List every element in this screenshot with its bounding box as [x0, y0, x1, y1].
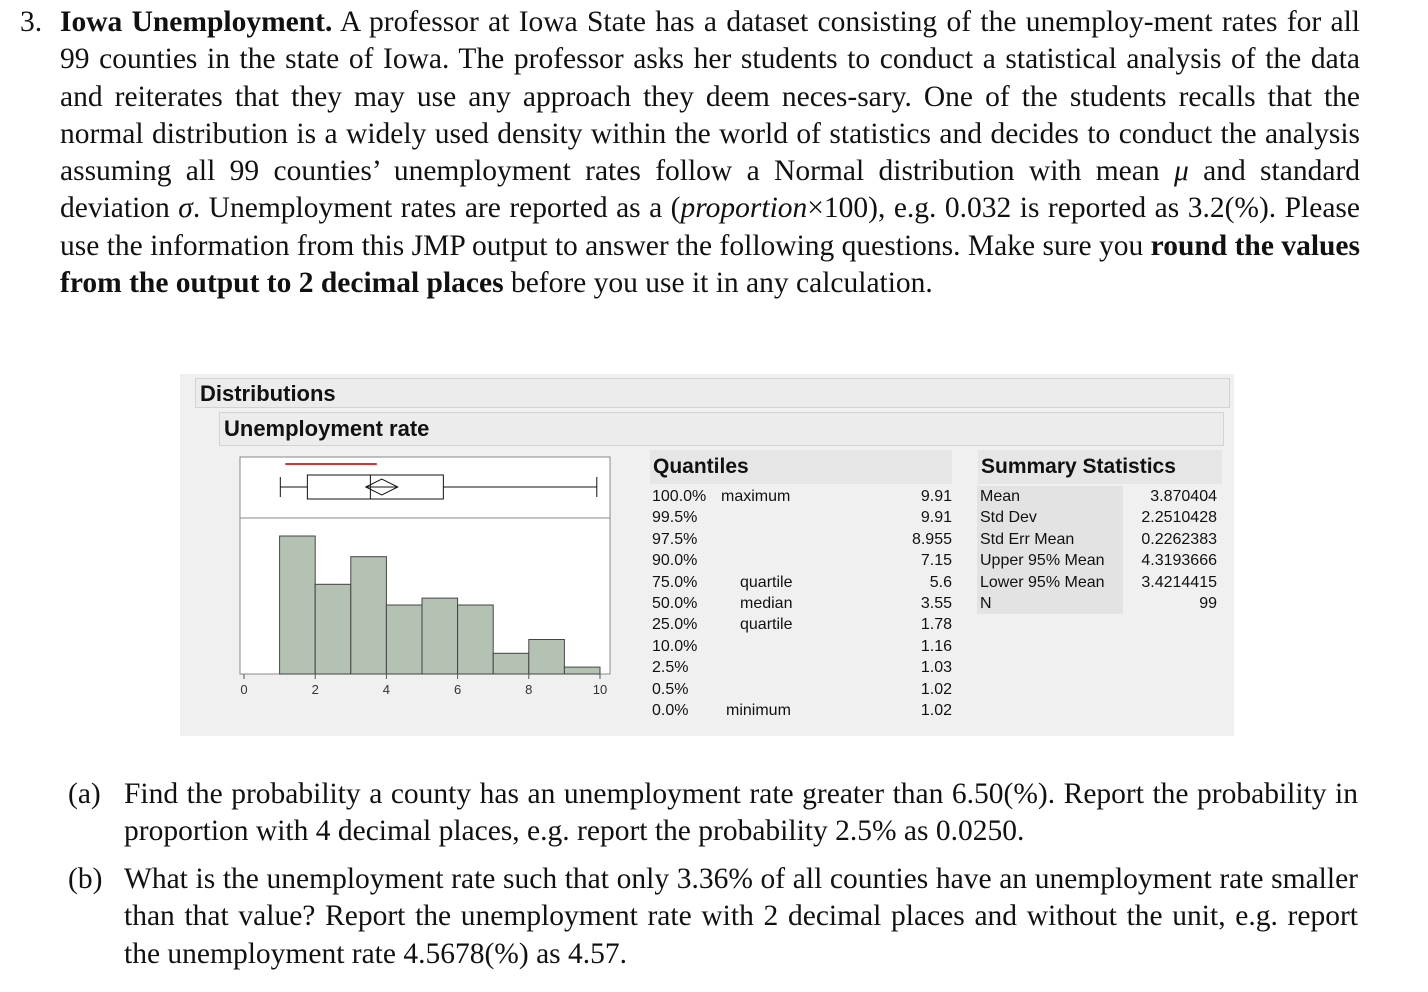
quantile-value: 1.16: [920, 637, 952, 655]
quantile-percent: 75.0%: [652, 573, 698, 591]
summary-value: 4.3193666: [1141, 552, 1217, 570]
quantile-value: 1.02: [920, 701, 952, 719]
problem-statement: [20, 4, 1360, 302]
histogram-bar: [458, 605, 494, 674]
quantile-label: minimum: [726, 701, 791, 719]
summary-value: 99: [1199, 594, 1217, 612]
x-tick-label: 8: [525, 682, 533, 697]
x-tick-label: 10: [592, 682, 608, 697]
question-a: [68, 776, 1358, 851]
quantile-percent: 97.5%: [652, 530, 698, 548]
summary-statistics-title[interactable]: Summary Statistics: [978, 450, 1222, 484]
quantile-value: 5.6: [929, 573, 952, 591]
quantile-label: quartile: [740, 573, 793, 591]
distributions-header[interactable]: Distributions: [195, 378, 1230, 408]
quantile-percent: 10.0%: [652, 637, 698, 655]
summary-key: Std Err Mean: [977, 529, 1123, 550]
summary-value: 3.4214415: [1141, 573, 1217, 591]
quantile-value: 1.78: [920, 616, 952, 634]
rounding-instruction: round the values from the output to 2 decimal places: [60, 229, 1361, 300]
quantile-value: 9.91: [920, 488, 952, 505]
histogram-bar: [564, 667, 600, 674]
quantile-value: 1.02: [920, 680, 952, 698]
quantile-percent: 50.0%: [652, 594, 698, 612]
x-tick-label: 0: [240, 682, 248, 697]
quantile-percent: 100.0%: [652, 488, 707, 505]
histogram-bar: [280, 536, 316, 674]
quantiles-title[interactable]: Quantiles: [650, 450, 952, 484]
histogram-bar: [386, 605, 422, 674]
intro-text-5: before you use it in any calculation.: [510, 267, 933, 300]
summary-key: Mean: [977, 486, 1123, 507]
x-tick-label: 2: [311, 682, 319, 697]
quantile-value: 1.03: [920, 659, 952, 677]
summary-value: 2.2510428: [1141, 509, 1217, 527]
x-tick-label: 6: [453, 682, 462, 697]
histogram-bar: [422, 598, 458, 674]
summary-row: [977, 572, 1217, 593]
quantile-row: [651, 700, 956, 721]
summary-row: [977, 593, 1217, 614]
quantile-row: [651, 507, 956, 528]
jmp-output-panel: [180, 374, 1234, 736]
quantile-percent: 90.0%: [652, 552, 698, 570]
quantile-label: median: [740, 594, 793, 612]
problem-body: [60, 4, 1360, 302]
question-text: What is the unemployment rate such that only 3.36% of all counties have an unemployment rate smaller than that value? Report the unemployment rate with 2 decimal places and without the unit, e.g. report the unemployment rate 4.5678(%) as 4.57.: [124, 863, 1358, 970]
quantile-row: [651, 550, 956, 571]
summary-row: [977, 486, 1217, 507]
quantile-row: [651, 657, 956, 678]
histogram-bar: [529, 640, 565, 675]
quantile-percent: 25.0%: [652, 616, 698, 634]
x-tick-label: 4: [382, 682, 391, 697]
quantile-row: [651, 529, 956, 550]
quantile-percent: 2.5%: [652, 659, 689, 677]
summary-value: 3.870404: [1150, 488, 1217, 505]
summary-row: [977, 507, 1217, 528]
quantile-value: 3.55: [920, 594, 952, 612]
quantile-percent: 0.5%: [652, 680, 689, 698]
summary-statistics-table: [977, 486, 1217, 614]
quantile-row: [651, 572, 956, 593]
summary-row: [977, 529, 1217, 550]
intro-text-4: ×100), e.g. 0.032 is reported as 3.2(%). Please use the information from this JMP output to answer the following questions. Make sure you: [60, 192, 1361, 262]
quantiles-table: [651, 486, 956, 721]
intro-text-3: . Unemployment rates are reported as a (: [192, 192, 681, 225]
quantile-label: maximum: [721, 488, 791, 505]
quantile-percent: 99.5%: [652, 509, 698, 527]
intro-text-2: and standard deviation: [60, 155, 1360, 225]
variable-header[interactable]: Unemployment rate: [219, 412, 1224, 446]
quantile-percent: 0.0%: [652, 701, 689, 719]
summary-key: Std Dev: [977, 507, 1123, 528]
quantile-row: [651, 679, 956, 700]
summary-key: Upper 95% Mean: [977, 550, 1123, 571]
summary-value: 0.2262383: [1141, 530, 1217, 548]
histogram-bar: [493, 653, 529, 674]
intro-text-1: A professor at Iowa State has a dataset consisting of the unemploy-ment rates for all 99 counties in the state of Iowa. The professor asks her students to conduct a statistical analysis of the data and reiterates that they may use any approach they deem neces-sary. One of the students recalls that the normal distribution is a widely used density within the world of statistics and decides to conduct the analysis assuming all 99 counties’ unemployment rates follow a Normal distribution with mean: [60, 6, 1361, 188]
question-b: [68, 861, 1358, 973]
problem-title: Iowa Unemployment.: [60, 6, 333, 38]
summary-row: [977, 550, 1217, 571]
question-text: Find the probability a county has an unemployment rate greater than 6.50(%). Report the probability in proportion with 4 decimal places, e.g. report the probability 2.5% as 0.0250.: [124, 778, 1358, 848]
summary-key: N: [977, 593, 1123, 614]
quantile-row: [651, 614, 956, 635]
question-label: (b): [68, 863, 103, 895]
quantile-row: [651, 636, 956, 657]
sigma-symbol: σ: [178, 192, 193, 225]
summary-key: Lower 95% Mean: [977, 572, 1123, 593]
problem-number: 3.: [20, 6, 43, 38]
quantile-label: quartile: [740, 616, 793, 634]
proportion-word: proportion: [680, 192, 808, 225]
quantile-value: 7.15: [920, 552, 952, 570]
question-label: (a): [68, 778, 101, 810]
quantile-value: 8.955: [911, 530, 952, 548]
histogram-bar: [351, 557, 387, 674]
mu-symbol: μ: [1173, 155, 1189, 188]
quantile-row: [651, 486, 956, 507]
quantile-value: 9.91: [920, 509, 952, 527]
histogram-bar: [315, 584, 351, 674]
quantile-row: [651, 593, 956, 614]
